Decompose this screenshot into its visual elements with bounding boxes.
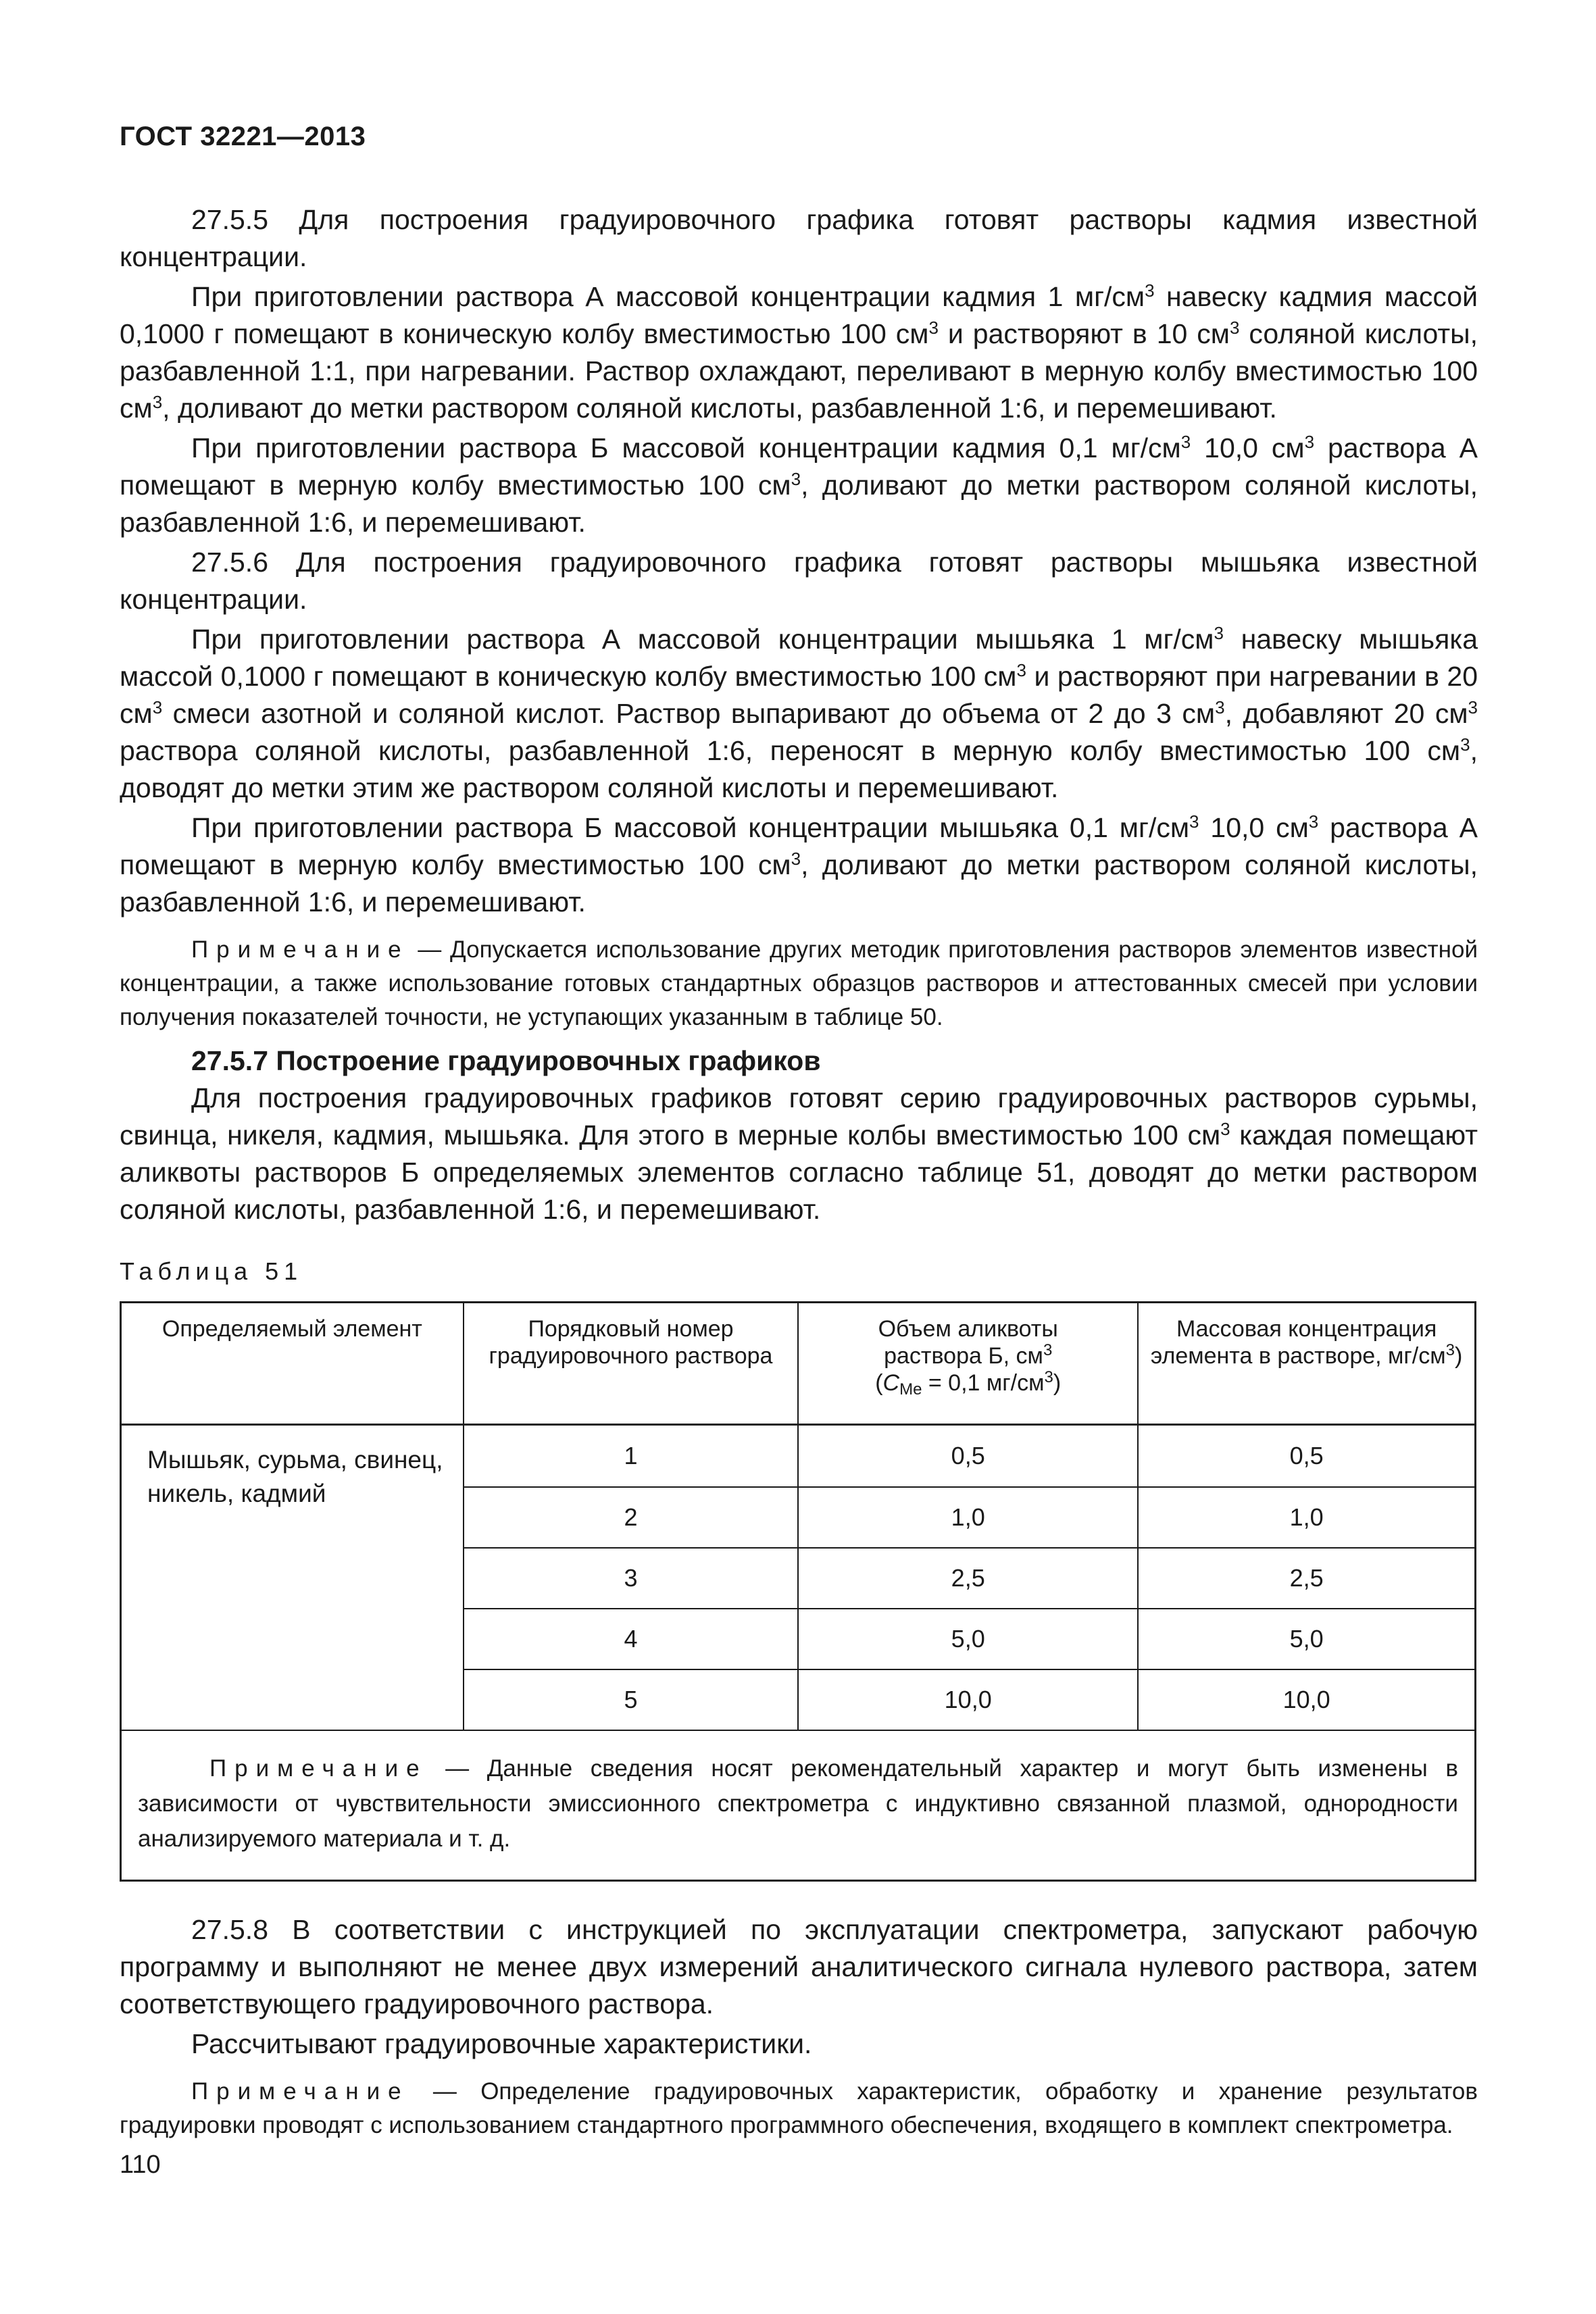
note-label: Примечание — [191, 936, 409, 963]
paragraph-arsenic-solution-b: При приготовлении раствора Б массовой концентрации мышьяка 0,1 $мг/см^3$ 10,0 $см^3$ раствора А помещают в мерную колбу вместимостью 100 $см^3$, доливают до метки раствором соляной кислоты, разбавленной 1:6, и перемешивают. — [120, 811, 1478, 917]
paragraph-calculate: Рассчитывают градуировочные характеристики. — [191, 2028, 812, 2059]
header-element: Определяемый элемент — [121, 1303, 464, 1425]
note-methods: Примечание — Допускается использование других методик приготовления растворов элементов известной концентрации, а также использование готовых стандартных образцов растворов и аттестованных смесей при условии получения показателей точности, не уступающих указанным в таблице 50. — [120, 936, 1478, 1030]
cell-number: 3 — [464, 1548, 798, 1609]
cell-concentration: 1,0 — [1138, 1487, 1475, 1548]
paragraph-27-5-6: 27.5.6 Для построения градуировочного графика готовят растворы мышьяка известной концентрации. — [120, 547, 1478, 615]
paragraph-27-5-7: Для построения градуировочных графиков готовят серию градуировочных растворов сурьмы, свинца, никеля, кадмия, мышьяка. Для этого в мерные колбы вместимостью 100 $см^3$ каждая помещают аликвоты растворов Б определяемых элементов согласно таблице 51, доводят до метки раствором соляной кислоты, разбавленной 1:6, и перемешивают. — [120, 1082, 1478, 1225]
table-note-label: Примечание — [209, 1755, 428, 1782]
header-solution-number: Порядковый номер градуировочного раствора — [464, 1303, 798, 1425]
table-note-row — [121, 1730, 1476, 1881]
cell-element: Мышьяк, сурьма, свинец, никель, кадмий — [121, 1425, 464, 1731]
paragraph-27-5-5: 27.5.5 Для построения градуировочного графика готовят растворы кадмия известной концентрации. — [120, 204, 1478, 272]
paragraph-arsenic-solution-a: При приготовлении раствора А массовой концентрации мышьяка 1 $мг/см^3$ навеску мышьяка массой 0,1000 г помещают в коническую колбу вместимостью 100 $см^3$ и растворяют при нагревании в 20 $см^3$ смеси азотной и соляной кислот. Раствор выпаривают до объема от 2 до 3 $см^3$, добавляют 20 $см^3$ раствора соляной кислоты, разбавленной 1:6, переносят в мерную колбу вместимостью 100 $см^3$, доводят до метки этим же раствором соляной кислоты и перемешивают. — [120, 623, 1478, 803]
cell-aliquot: 1,0 — [798, 1487, 1138, 1548]
header-aliquot-volume: Объем аликвоты раствора Б, $см^3$ ($C_{Me} = 0,1$ $мг/см^3$) — [798, 1303, 1138, 1425]
cell-concentration: 2,5 — [1138, 1548, 1475, 1609]
page-number: 110 — [120, 2150, 161, 2179]
paragraph-cadmium-solution-b: При приготовлении раствора Б массовой концентрации кадмия 0,1 $мг/см^3$ 10,0 $см^3$ раствора А помещают в мерную колбу вместимостью 100 $см^3$, доливают до метки раствором соляной кислоты, разбавленной 1:6, и перемешивают. — [120, 432, 1478, 538]
cell-number: 5 — [464, 1669, 798, 1730]
document-header: ГОСТ 32221—2013 — [120, 122, 366, 151]
cell-number: 1 — [464, 1425, 798, 1488]
cell-number: 4 — [464, 1609, 798, 1669]
header-mass-concentration: Массовая концентрация элемента в растворе, $мг/см^3$) — [1138, 1303, 1475, 1425]
cell-concentration: 10,0 — [1138, 1669, 1475, 1730]
paragraph-cadmium-solution-a: При приготовлении раствора А массовой концентрации кадмия 1 $мг/см^3$ навеску кадмия массой 0,1000 г помещают в коническую колбу вместимостью 100 $см^3$ и растворяют в 10 $см^3$ соляной кислоты, разбавленной 1:1, при нагревании. Раствор охлаждают, переливают в мерную колбу вместимостью 100 $см^3$, доливают до метки раствором соляной кислоты, разбавленной 1:6, и перемешивают. — [120, 280, 1478, 424]
note-software: Примечание — Определение градуировочных характеристик, обработку и хранение результатов градуировки проводят с использованием стандартного программного обеспечения, входящего в комплект спектрометра. — [120, 2078, 1478, 2138]
cell-aliquot: 2,5 — [798, 1548, 1138, 1609]
table-note: Примечание — Данные сведения носят рекомендательный характер и могут быть изменены в зависимости от чувствительности эмиссионного спектрометра с индуктивно связанной плазмой, однородности анализируемого материала и т. д. — [121, 1730, 1476, 1881]
cell-aliquot: 5,0 — [798, 1609, 1138, 1669]
after-table-block — [120, 1911, 1478, 2142]
table-header-row — [121, 1303, 1476, 1425]
note-label: Примечание — [191, 2078, 409, 2105]
cell-concentration: 5,0 — [1138, 1609, 1475, 1669]
paragraph-27-5-8: 27.5.8 В соответствии с инструкцией по эксплуатации спектрометра, запускают рабочую программу и выполняют не менее двух измерений аналитического сигнала нулевого раствора, затем соответствующего градуировочного раствора. — [120, 1914, 1478, 2019]
section-heading-27-5-7: 27.5.7 Построение градуировочных графиков — [191, 1045, 821, 1076]
table-row — [121, 1425, 1476, 1488]
cell-number: 2 — [464, 1487, 798, 1548]
cell-aliquot: 0,5 — [798, 1425, 1138, 1488]
cell-concentration: 0,5 — [1138, 1425, 1475, 1488]
table-51 — [120, 1301, 1476, 1882]
table-caption: Таблица 51 — [120, 1257, 303, 1285]
document-body — [120, 201, 1478, 2150]
cell-aliquot: 10,0 — [798, 1669, 1138, 1730]
